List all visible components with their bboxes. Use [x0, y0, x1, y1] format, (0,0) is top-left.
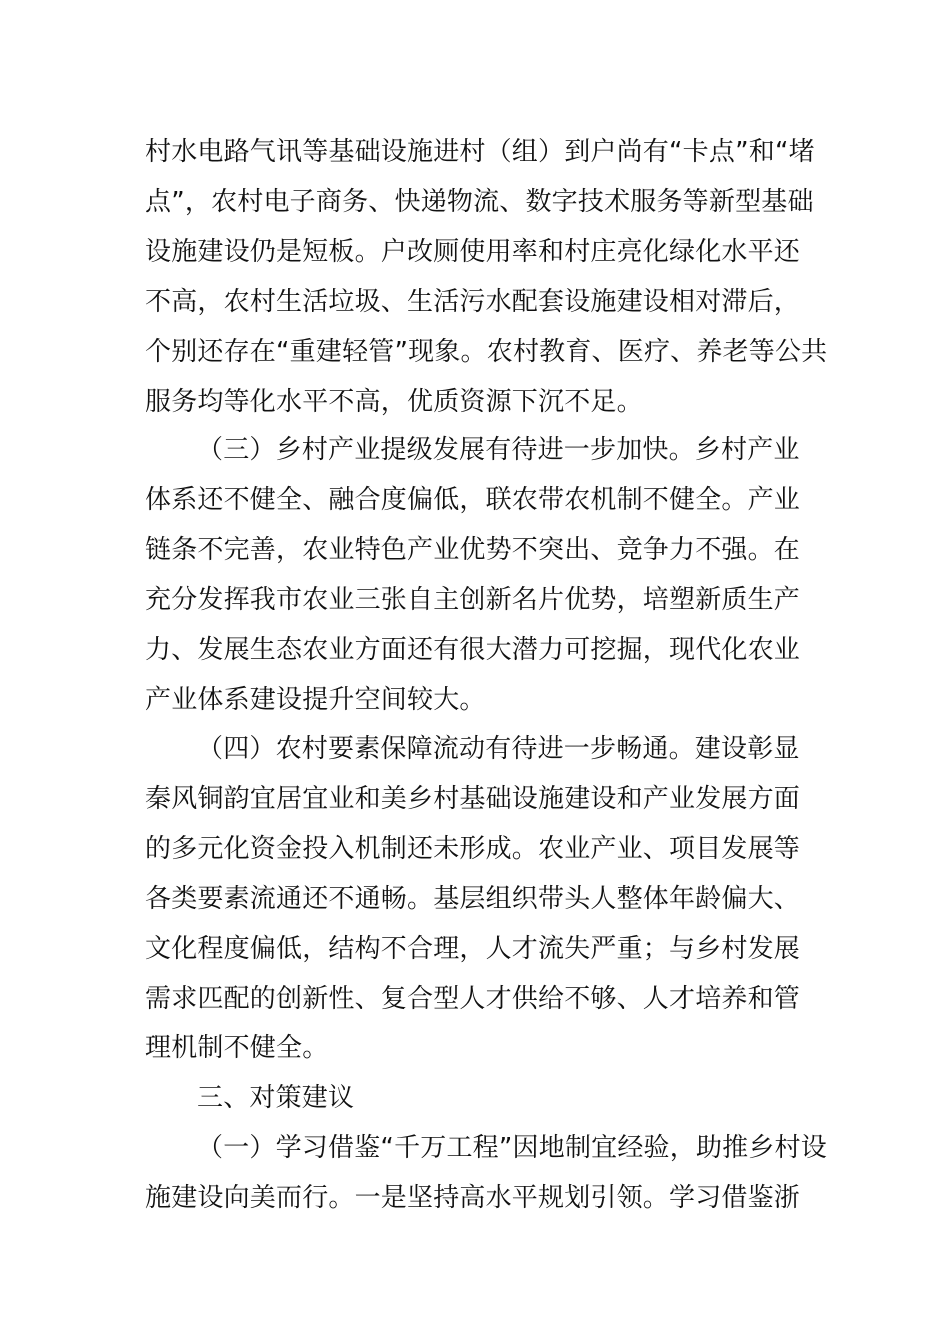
- text-line: 个别还存在“重建轻管”现象。农村教育、医疗、养老等公共: [145, 337, 828, 367]
- text-line: 的多元化资金投入机制还未形成。农业产业、项目发展等: [145, 834, 801, 864]
- text-line: 村水电路气讯等基础设施进村（组）到户尚有“卡点”和“堵: [145, 137, 815, 167]
- section-heading: （一）学习借鉴“千万工程”因地制宜经验，助推乡村设: [197, 1133, 827, 1163]
- text-line: 力、发展生态农业方面还有很大潜力可挖掘，现代化农业: [145, 635, 801, 665]
- text-line: 产业体系建设提升空间较大。: [145, 685, 486, 715]
- section-heading: （三）乡村产业提级发展有待进一步加快。乡村产业: [197, 435, 800, 465]
- text-line: 充分发挥我市农业三张自主创新名片优势，培塑新质生产: [145, 585, 801, 615]
- text-line: 秦风铜韵宜居宜业和美乡村基础设施建设和产业发展方面: [145, 784, 801, 814]
- text-line: 链条不完善，农业特色产业优势不突出、竞争力不强。在: [145, 535, 801, 565]
- chapter-heading: 三、对策建议: [197, 1083, 355, 1113]
- text-line: 施建设向美而行。一是坚持高水平规划引领。学习借鉴浙: [145, 1183, 801, 1213]
- text-line: 理机制不健全。: [145, 1033, 329, 1063]
- section-heading: （四）农村要素保障流动有待进一步畅通。建设彰显: [197, 734, 800, 764]
- text-line: 需求匹配的创新性、复合型人才供给不够、人才培养和管: [145, 984, 801, 1014]
- text-line: 设施建设仍是短板。户改厕使用率和村庄亮化绿化水平还: [145, 237, 801, 267]
- text-line: 体系还不健全、融合度偏低，联农带农机制不健全。产业: [145, 485, 801, 515]
- text-line: 各类要素流通还不通畅。基层组织带头人整体年龄偏大、: [145, 884, 801, 914]
- text-line: 点”，农村电子商务、快递物流、数字技术服务等新型基础: [145, 187, 814, 217]
- text-line: 不高，农村生活垃圾、生活污水配套设施建设相对滞后，: [145, 287, 801, 317]
- text-line: 服务均等化水平不高，优质资源下沉不足。: [145, 387, 643, 417]
- text-line: 文化程度偏低，结构不合理，人才流失严重；与乡村发展: [145, 934, 801, 964]
